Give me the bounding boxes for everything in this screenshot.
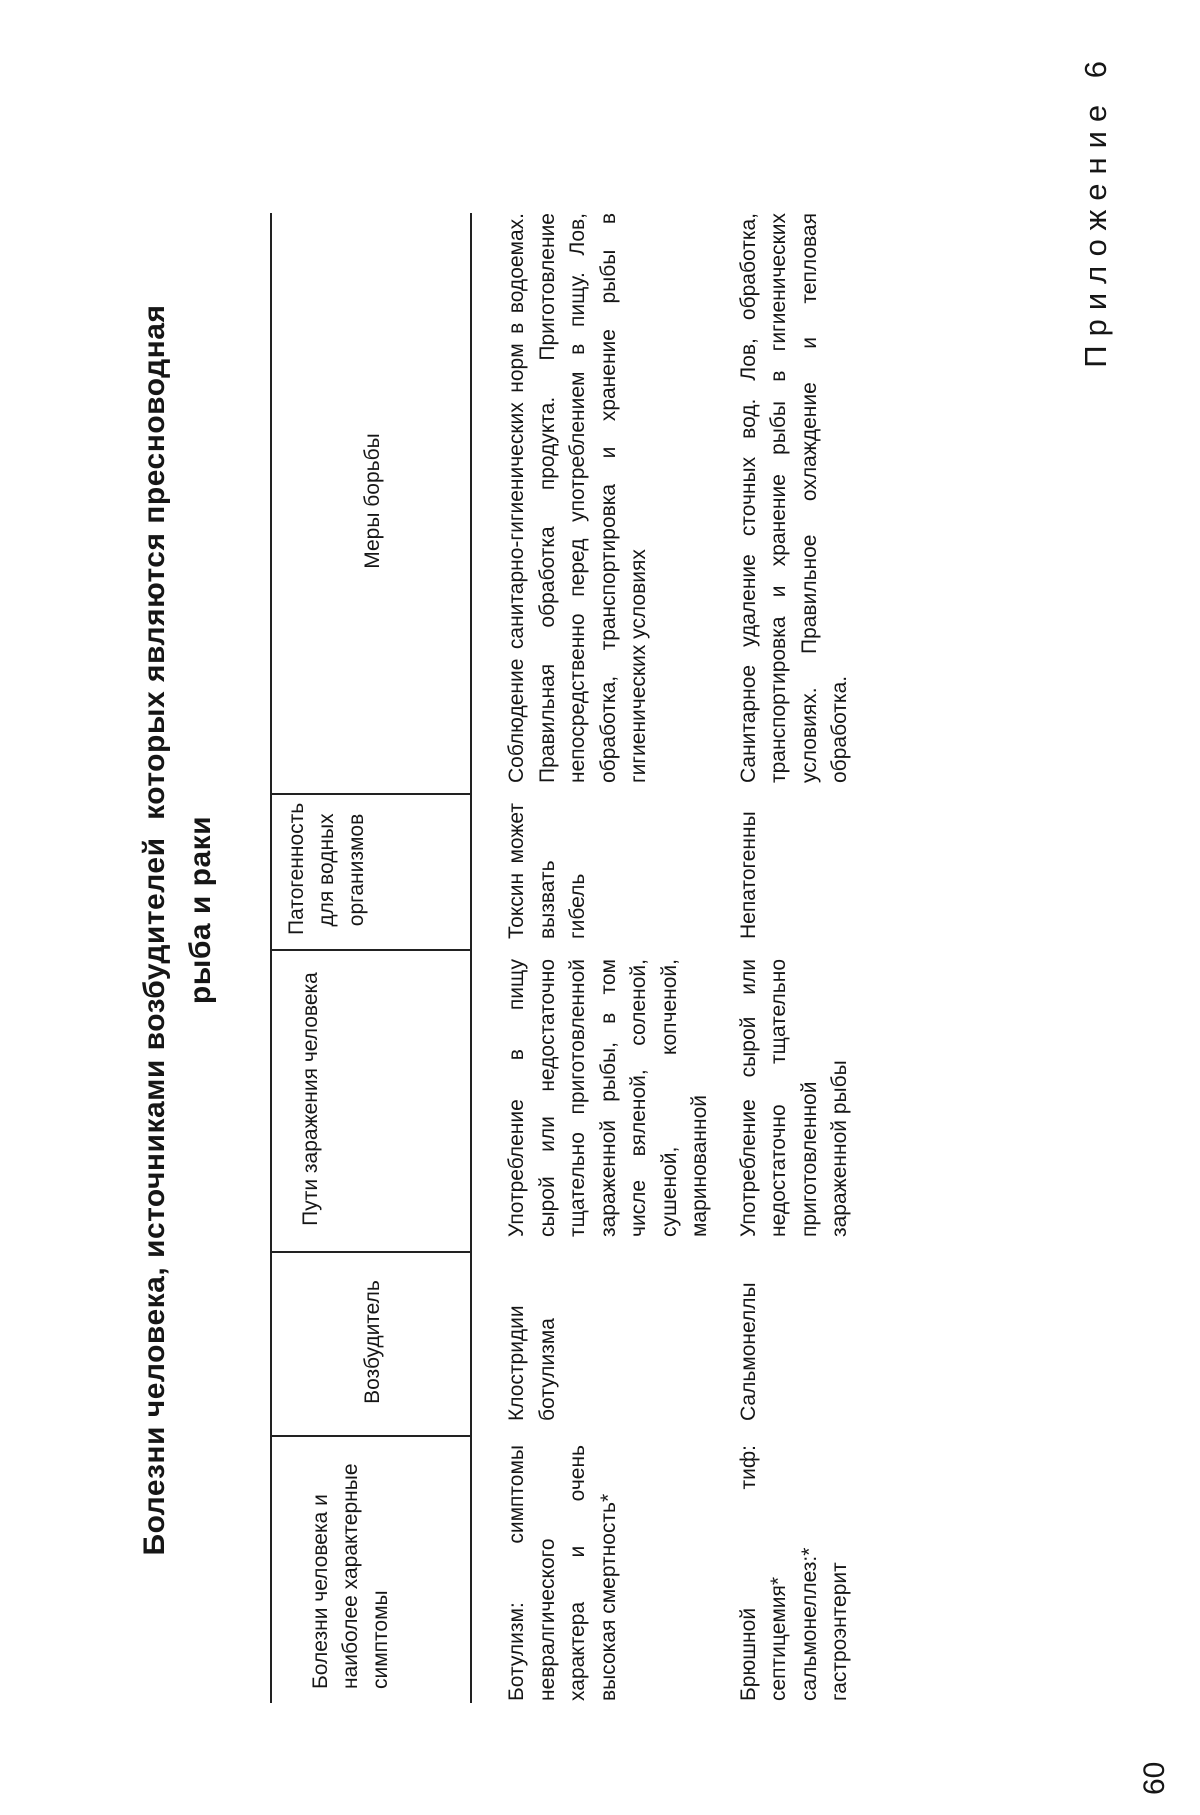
- cell-pathogenicity: Непатогенны: [736, 811, 760, 939]
- cell-infection-path: Употребление сырой или недостаточно тщательно приготовленной зараженной рыбы: [736, 959, 851, 1237]
- title-line-1: Болезни человека, источниками возбудителей которых являются пресноводная: [138, 304, 171, 1556]
- page-title: [132, 175, 224, 1685]
- cell-measures: Соблюдение санитарно-гигиенических норм в водоемах. Правильная обработка продукта. Приготовление непосредственно перед употреблением в пищу. Лов, обработка, транспортировка и хранение рыбы в гигиенических условиях: [505, 213, 650, 783]
- header-infection-path: [272, 949, 470, 1251]
- header-agent: [272, 1251, 470, 1435]
- page-number: 60: [1138, 1761, 1171, 1795]
- cell-agent: Сальмонеллы: [736, 1282, 760, 1421]
- appendix-label: Приложение 6: [1078, 52, 1113, 368]
- title-line-2: рыба и раки: [184, 815, 217, 1005]
- cell-measures: Санитарное удаление сточных вод. Лов, обработка, транспортировка и хранение рыбы в гигиенических условиях. Правильное охлаждение и тепловая обработка.: [736, 213, 851, 783]
- header-measures: [272, 213, 470, 793]
- table-header-row: [270, 213, 472, 1703]
- header-agent-label: Возбудитель: [361, 1280, 384, 1404]
- header-disease: Болезни человека и наиболее характерные симптомы: [272, 1435, 470, 1703]
- cell-infection-path: Употребление в пищу сырой или недостаточно тщательно приготовленной зараженной рыбы, в том числе вяленой, соленой, сушеной, копченой, маринованной: [505, 959, 711, 1237]
- header-pathogenicity: Патогенность для водных организмов: [272, 793, 470, 949]
- cell-disease: Ботулизм: симптомы невралгического характера и очень высокая смертность*: [505, 1445, 620, 1701]
- cell-agent: Клостридии ботулизма: [505, 1305, 559, 1421]
- header-measures-label: Меры борьбы: [361, 433, 384, 569]
- table-row: [720, 213, 860, 1703]
- cell-pathogenicity: Токсин может вызвать гибель: [505, 803, 589, 939]
- table-row: [472, 213, 720, 1703]
- header-path-label: Пути заражения человека: [299, 972, 322, 1226]
- cell-disease: Брюшной тиф: септицемия* сальмонеллез:* гастроэнтерит: [736, 1445, 851, 1701]
- diseases-table: [270, 213, 860, 1703]
